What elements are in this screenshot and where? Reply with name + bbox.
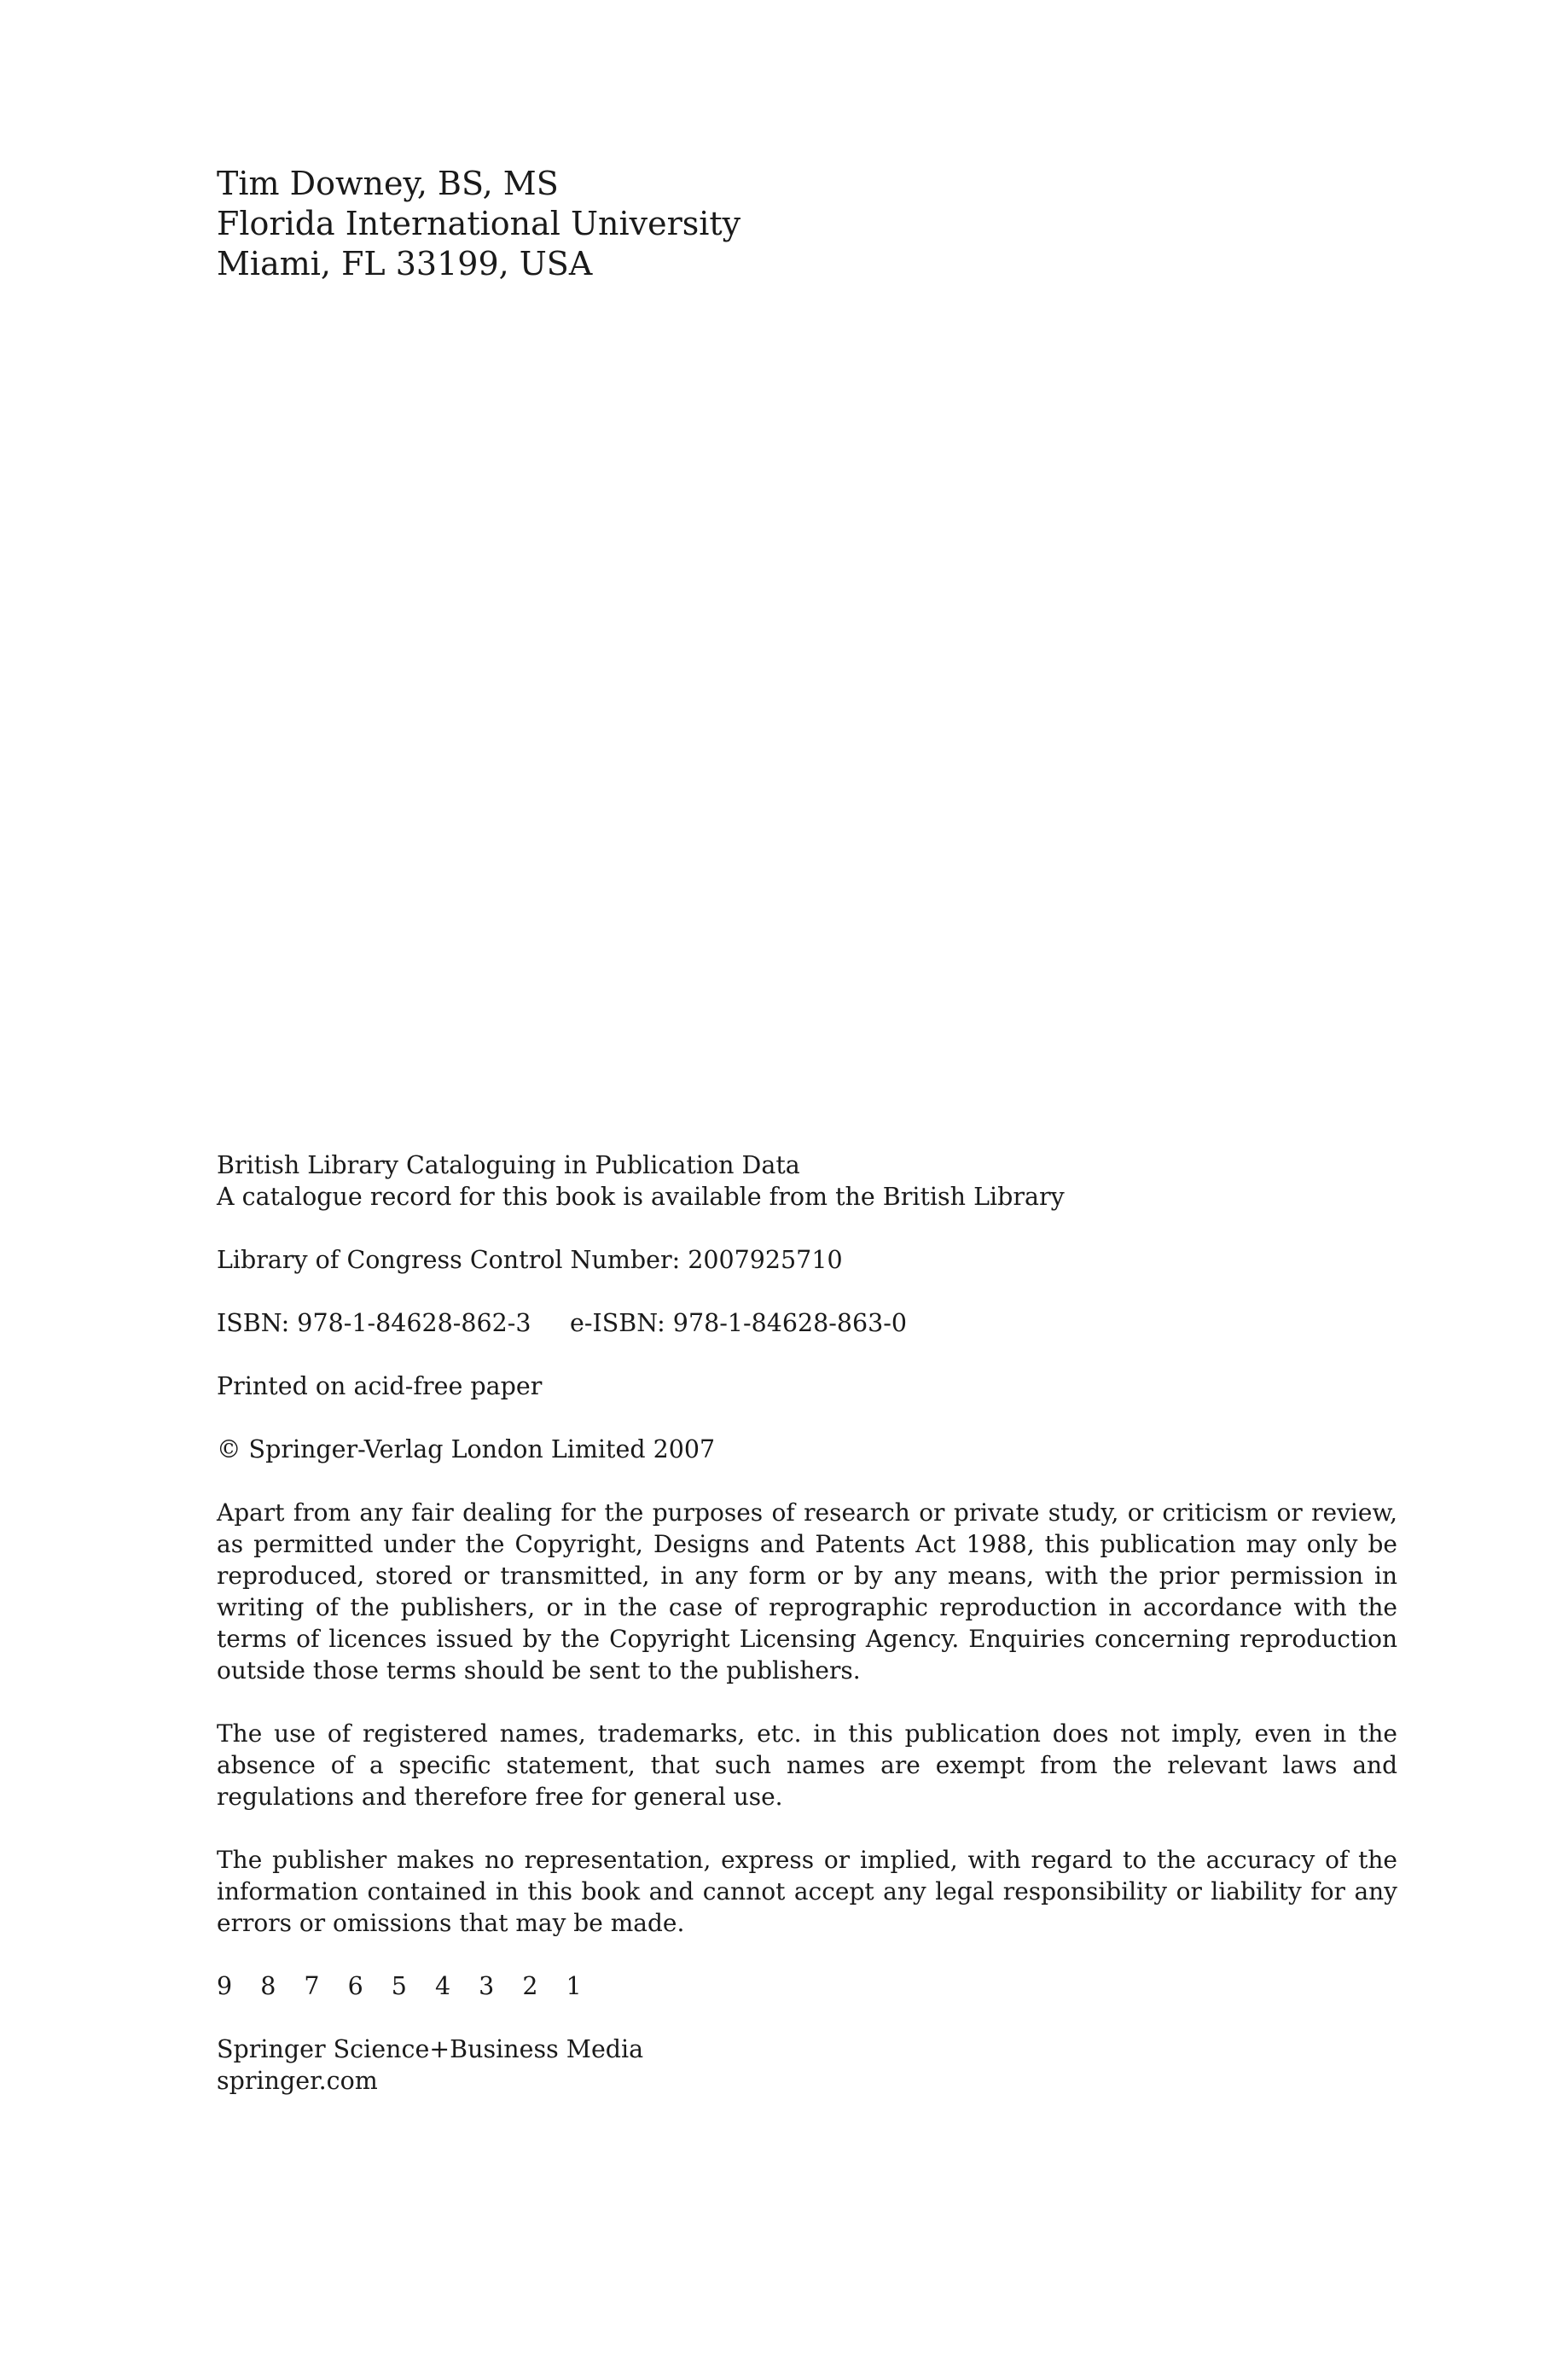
- british-library-heading: British Library Cataloguing in Publication Data: [217, 1151, 800, 1179]
- publisher-name: Springer Science+Business Media: [217, 2035, 644, 2063]
- author-name: Tim Downey, BS, MS: [217, 165, 559, 202]
- author-block: [217, 164, 740, 284]
- loc-control-number: Library of Congress Control Number: 2007925710: [217, 1246, 843, 1274]
- registered-names-paragraph: The use of registered names, trademarks, etc. in this publication does not imply, even in the absence of a specific statement, that such names are exempt from the relevant laws and regulations and therefore free for general use.: [217, 1719, 1397, 1811]
- author-institution: Florida International University: [217, 205, 741, 242]
- imprint-block: [217, 1149, 1397, 2097]
- british-library-note: A catalogue record for this book is available from the British Library: [217, 1183, 1065, 1211]
- fair-dealing-paragraph: Apart from any fair dealing for the purposes of research or private study, or criticism or review, as permitted under the Copyright, Designs and Patents Act 1988, this publication may only be reproduced, stored or transmitted, in any form or by any means, with the prior permission in writing of the publishers, or in the case of reprographic reproduction in accordance with the terms of licences issued by the Copyright Licensing Agency. Enquiries concerning reproduction outside those terms should be sent to the publishers.: [217, 1498, 1397, 1684]
- isbn-row: [217, 1307, 1397, 1339]
- print-line: 9 8 7 6 5 4 3 2 1: [217, 1972, 592, 2000]
- no-representation-paragraph: The publisher makes no representation, express or implied, with regard to the accuracy of the information contained in this book and cannot accept any legal responsibility or liability for any errors or omissions that may be made.: [217, 1846, 1397, 1937]
- eisbn: e-ISBN: 978-1-84628-863-0: [570, 1309, 908, 1337]
- publisher-website: springer.com: [217, 2067, 378, 2095]
- author-location: Miami, FL 33199, USA: [217, 245, 593, 282]
- paper-note: Printed on acid-free paper: [217, 1372, 543, 1400]
- isbn: ISBN: 978-1-84628-862-3: [217, 1309, 531, 1337]
- copyright-notice: © Springer-Verlag London Limited 2007: [217, 1435, 716, 1463]
